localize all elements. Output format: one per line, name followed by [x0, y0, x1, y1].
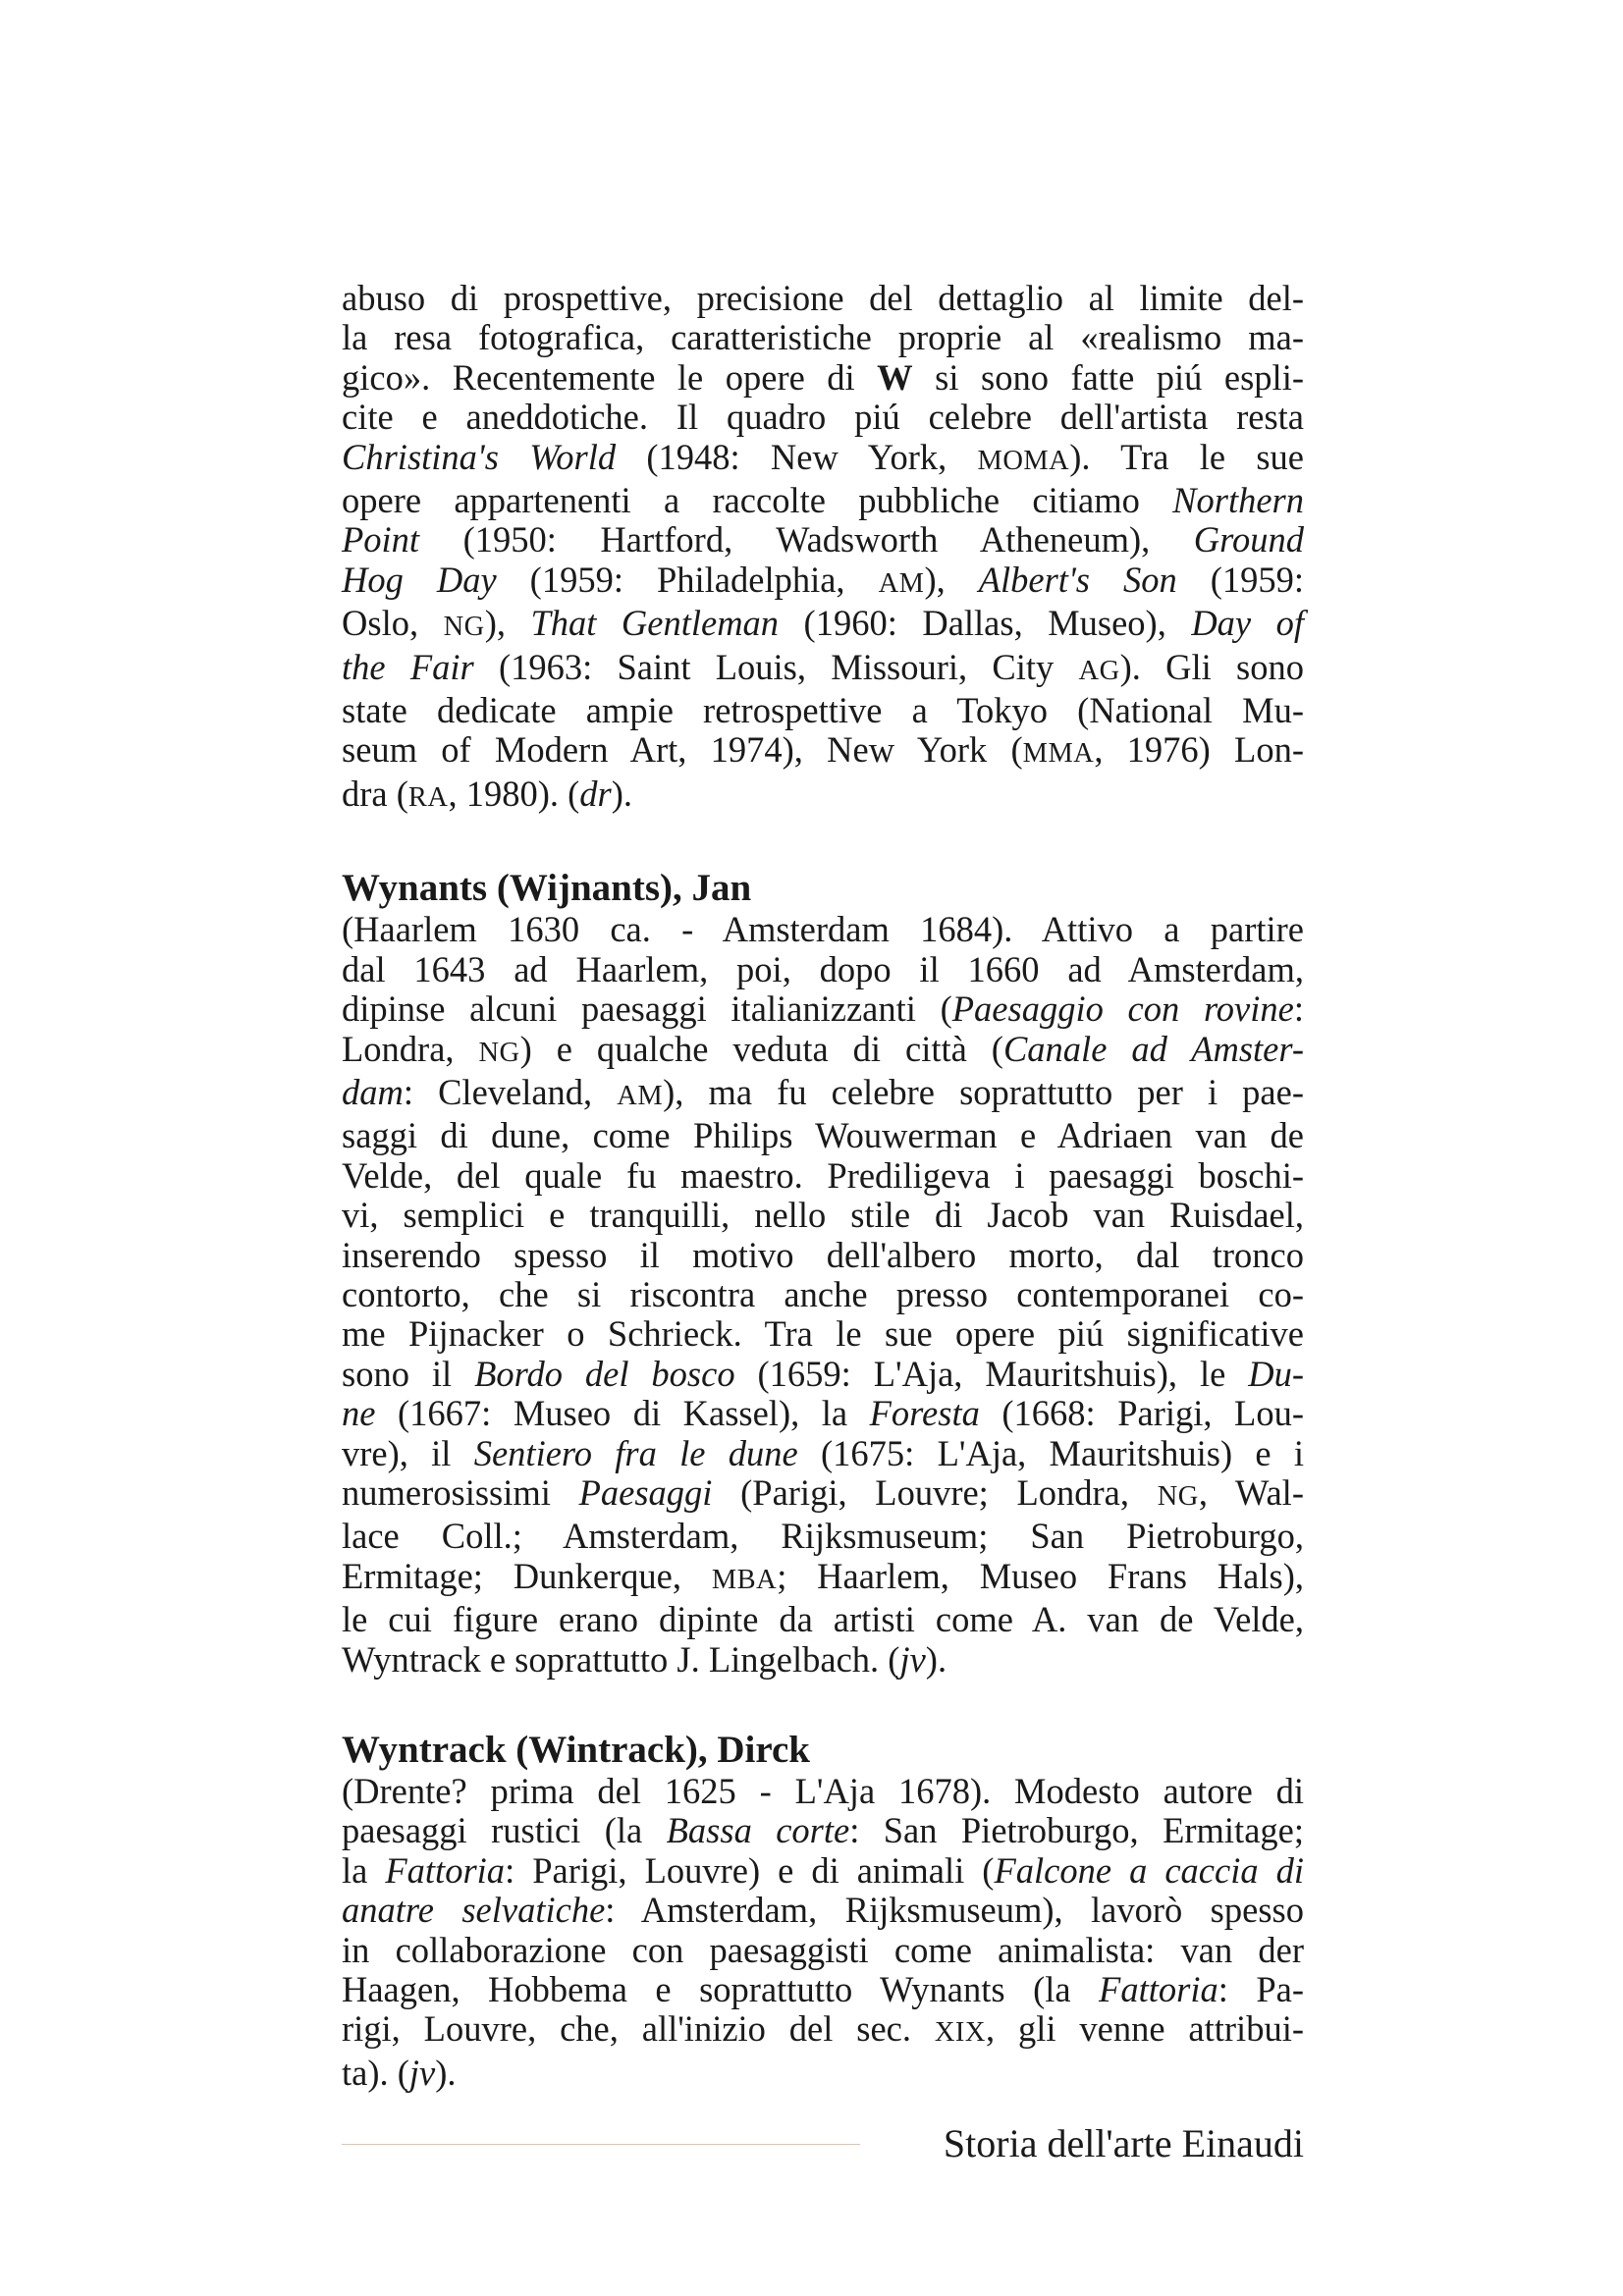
text-run: (Parigi, Louvre; Londra,	[712, 1471, 1158, 1513]
text-line	[342, 730, 1304, 774]
text-line	[342, 648, 1304, 691]
text-run: ) e qualche veduta di città (	[519, 1028, 1003, 1069]
abbreviation: NG	[443, 612, 485, 643]
text-run: Wyntrack e soprattutto J. Lingelbach. (	[342, 1638, 900, 1680]
text-run: (1668: Parigi, Lou-	[979, 1393, 1305, 1434]
text-run: ta). (	[342, 2052, 409, 2093]
text-line	[342, 1116, 1304, 1155]
abbreviation: MMA	[1022, 738, 1095, 770]
abbreviation: NG	[478, 1037, 520, 1068]
italic-title: Du-	[1248, 1353, 1304, 1394]
text-line	[342, 1851, 1304, 1891]
text-run: (1950: Hartford, Wadsworth Atheneum),	[419, 519, 1194, 561]
text-line	[342, 1030, 1304, 1073]
italic-title: Ground	[1193, 519, 1304, 561]
text-run: inserendo spesso il motivo dell'albero morto, dal tronco	[342, 1234, 1304, 1275]
text-line	[342, 1640, 1304, 1680]
abbreviation: AM	[617, 1080, 664, 1111]
text-run: : Parigi, Louvre) e di animali (	[505, 1849, 995, 1891]
entry-body-wynants	[342, 910, 1304, 1680]
text-run: (Drente? prima del 1625 - L'Aja 1678). Modesto autore di	[342, 1771, 1304, 1811]
text-run: : Pa-	[1217, 1969, 1305, 2010]
text-line	[342, 1275, 1304, 1314]
italic-title: Albert's Son	[978, 559, 1177, 600]
text-run: (1948: New York,	[616, 436, 978, 477]
text-run: me Pijnacker o Schrieck. Tra le sue opere piú significative	[342, 1313, 1304, 1355]
text-run: dal 1643 ad Haarlem, poi, dopo il 1660 ad Amsterdam,	[342, 948, 1304, 989]
text-line	[342, 561, 1304, 604]
text-run: (1959: Philadelphia,	[496, 559, 879, 600]
text-line	[342, 1600, 1304, 1639]
italic-title: jv	[408, 2052, 436, 2093]
text-run: contorto, che si riscontra anche presso contemporanei co-	[342, 1273, 1304, 1314]
italic-title: Day of	[1191, 603, 1305, 644]
text-line	[342, 358, 1304, 398]
text-run: sono il	[342, 1353, 475, 1394]
text-run: lace Coll.; Amsterdam, Rijksmuseum; San Pietroburgo,	[342, 1516, 1304, 1557]
text-run: dipinse alcuni paesaggi italianizzanti (	[342, 988, 952, 1030]
italic-title: That Gentleman	[530, 603, 780, 644]
text-run: (1960: Dallas, Museo),	[779, 603, 1192, 644]
text-run: opere appartenenti a raccolte pubbliche citiamo	[342, 480, 1173, 521]
text-run: , 1976) Lon-	[1094, 729, 1305, 771]
text-run: Haagen, Hobbema e soprattutto Wynants (la	[342, 1969, 1100, 2010]
text-line	[342, 1473, 1304, 1517]
italic-title: Canale ad Amster-	[1002, 1028, 1304, 1069]
italic-title: Paesaggi	[578, 1471, 713, 1513]
text-run: si sono fatte piú espli-	[912, 356, 1304, 398]
text-run: paesaggi rustici (la	[342, 1810, 667, 1851]
text-run: la resa fotografica, caratteristiche proprie al «realismo ma-	[342, 317, 1304, 358]
text-run: :	[1293, 988, 1305, 1030]
text-run: , 1980). (	[448, 773, 580, 814]
text-run: dra (	[342, 773, 408, 814]
text-run: , gli venne attribui-	[985, 2008, 1304, 2050]
text-run: ). Tra le sue	[1069, 436, 1305, 477]
text-run: : Amsterdam, Rijksmuseum), lavorò spesso	[605, 1890, 1304, 1931]
text-run: in collaborazione con paesaggisti come animalista: van der	[342, 1929, 1304, 1970]
italic-title: Falcone a caccia di	[994, 1849, 1305, 1891]
text-run: (Haarlem 1630 ca. - Amsterdam 1684). Attivo a partire	[342, 909, 1304, 950]
text-run: ),	[924, 559, 979, 600]
text-line	[342, 989, 1304, 1029]
italic-title: Bassa corte	[666, 1810, 850, 1851]
italic-title: dam	[342, 1071, 404, 1112]
text-line	[342, 1355, 1304, 1394]
text-line	[342, 279, 1304, 318]
text-line	[342, 318, 1304, 357]
italic-title: Sentiero fra le dune	[473, 1432, 798, 1473]
footer-rule	[342, 2144, 860, 2145]
italic-title: Fattoria	[385, 1849, 506, 1891]
footer-title: Storia dell'arte Einaudi	[943, 2121, 1304, 2165]
text-run: seum of Modern Art, 1974), New York (	[342, 729, 1023, 771]
text-run: ),	[484, 603, 531, 644]
text-run: Ermitage; Dunkerque,	[342, 1555, 712, 1596]
text-line	[342, 1557, 1304, 1600]
text-run: ), ma fu celebre soprattutto per i pae-	[663, 1071, 1304, 1112]
italic-title: Christina's World	[342, 436, 617, 477]
text-run: , Wal-	[1198, 1471, 1304, 1513]
text-run: (1963: Saint Louis, Missouri, City	[473, 646, 1079, 687]
italic-title: Hog Day	[342, 559, 497, 600]
text-run: numerosissimi	[342, 1471, 579, 1513]
entry-sigil: W	[877, 356, 913, 398]
entry-title-wynants: Wynants (Wijnants), Jan	[342, 867, 752, 910]
text-run: vre), il	[342, 1432, 474, 1473]
continuation-paragraph	[342, 279, 1304, 818]
abbreviation: NG	[1157, 1480, 1199, 1512]
text-line	[342, 1073, 1304, 1116]
text-line	[342, 398, 1304, 437]
text-run: Londra,	[342, 1028, 479, 1069]
text-run: (1659: L'Aja, Mauritshuis), le	[734, 1353, 1249, 1394]
page-body	[342, 279, 1304, 2093]
text-run: (1959:	[1176, 559, 1305, 600]
text-line	[342, 1394, 1304, 1433]
text-line	[342, 910, 1304, 949]
italic-title: dr	[579, 773, 612, 814]
text-line	[342, 691, 1304, 730]
text-line	[342, 2009, 1304, 2053]
text-run: ). Gli sono	[1119, 646, 1304, 687]
text-line	[342, 520, 1304, 560]
text-line	[342, 1970, 1304, 2009]
abbreviation: AM	[878, 567, 925, 599]
abbreviation: MOMA	[977, 445, 1070, 476]
text-run: (1675: L'Aja, Mauritshuis) e i	[797, 1432, 1304, 1473]
italic-title: Foresta	[869, 1393, 980, 1434]
entry-body-wyntrack	[342, 1772, 1304, 2093]
italic-title: Point	[342, 519, 420, 561]
text-run: ).	[611, 773, 633, 814]
text-run: saggi di dune, come Philips Wouwerman e Adriaen van de	[342, 1115, 1304, 1156]
text-run: gico». Recentemente le opere di	[342, 356, 878, 398]
text-line	[342, 774, 1304, 818]
text-line	[342, 1811, 1304, 1850]
text-line	[342, 1517, 1304, 1556]
italic-title: Fattoria	[1099, 1969, 1218, 2010]
text-run: vi, semplici e tranquilli, nello stile di Jacob van Ruisdael,	[342, 1195, 1304, 1236]
italic-title: anatre selvatiche	[342, 1890, 606, 1931]
text-line	[342, 1236, 1304, 1275]
text-line	[342, 1196, 1304, 1235]
text-run: rigi, Louvre, che, all'inizio del sec.	[342, 2008, 935, 2050]
text-line	[342, 604, 1304, 647]
text-run: : Cleveland,	[403, 1071, 618, 1112]
text-line	[342, 1314, 1304, 1354]
italic-title: jv	[899, 1638, 926, 1680]
text-line	[342, 1434, 1304, 1473]
text-run: cite e aneddotiche. Il quadro piú celebre dell'artista resta	[342, 397, 1304, 438]
italic-title: Northern	[1172, 480, 1304, 521]
text-run: (1667: Museo di Kassel), la	[375, 1393, 870, 1434]
text-run: state dedicate ampie retrospettive a Tokyo (National Mu-	[342, 690, 1304, 731]
abbreviation: AG	[1078, 655, 1120, 686]
text-run: abuso di prospettive, precisione del dettaglio al limite del-	[342, 278, 1304, 318]
text-run: ).	[435, 2052, 457, 2093]
entry-title-wyntrack: Wyntrack (Wintrack), Dirck	[342, 1729, 810, 1771]
abbreviation: RA	[407, 781, 449, 813]
text-line	[342, 1156, 1304, 1196]
text-run: : San Pietroburgo, Ermitage;	[849, 1810, 1304, 1851]
text-line	[342, 481, 1304, 520]
text-line	[342, 1931, 1304, 1970]
text-run: Oslo,	[342, 603, 444, 644]
text-line	[342, 1772, 1304, 1811]
italic-title: Paesaggio con rovine	[951, 988, 1294, 1030]
italic-title: ne	[342, 1393, 376, 1434]
abbreviation: XIX	[934, 2017, 986, 2049]
text-run: la	[342, 1849, 386, 1891]
text-line	[342, 1891, 1304, 1930]
text-run: Velde, del quale fu maestro. Prediligeva i paesaggi boschi-	[342, 1154, 1304, 1196]
text-run: ).	[925, 1638, 947, 1680]
text-line	[342, 2054, 1304, 2093]
italic-title: Bordo del bosco	[474, 1353, 735, 1394]
text-line	[342, 438, 1304, 481]
text-run: ; Haarlem, Museo Frans Hals),	[777, 1555, 1304, 1596]
text-run: le cui figure erano dipinte da artisti come A. van de Velde,	[342, 1599, 1304, 1640]
text-line	[342, 950, 1304, 989]
italic-title: the Fair	[342, 646, 474, 687]
abbreviation: MBA	[711, 1564, 778, 1595]
